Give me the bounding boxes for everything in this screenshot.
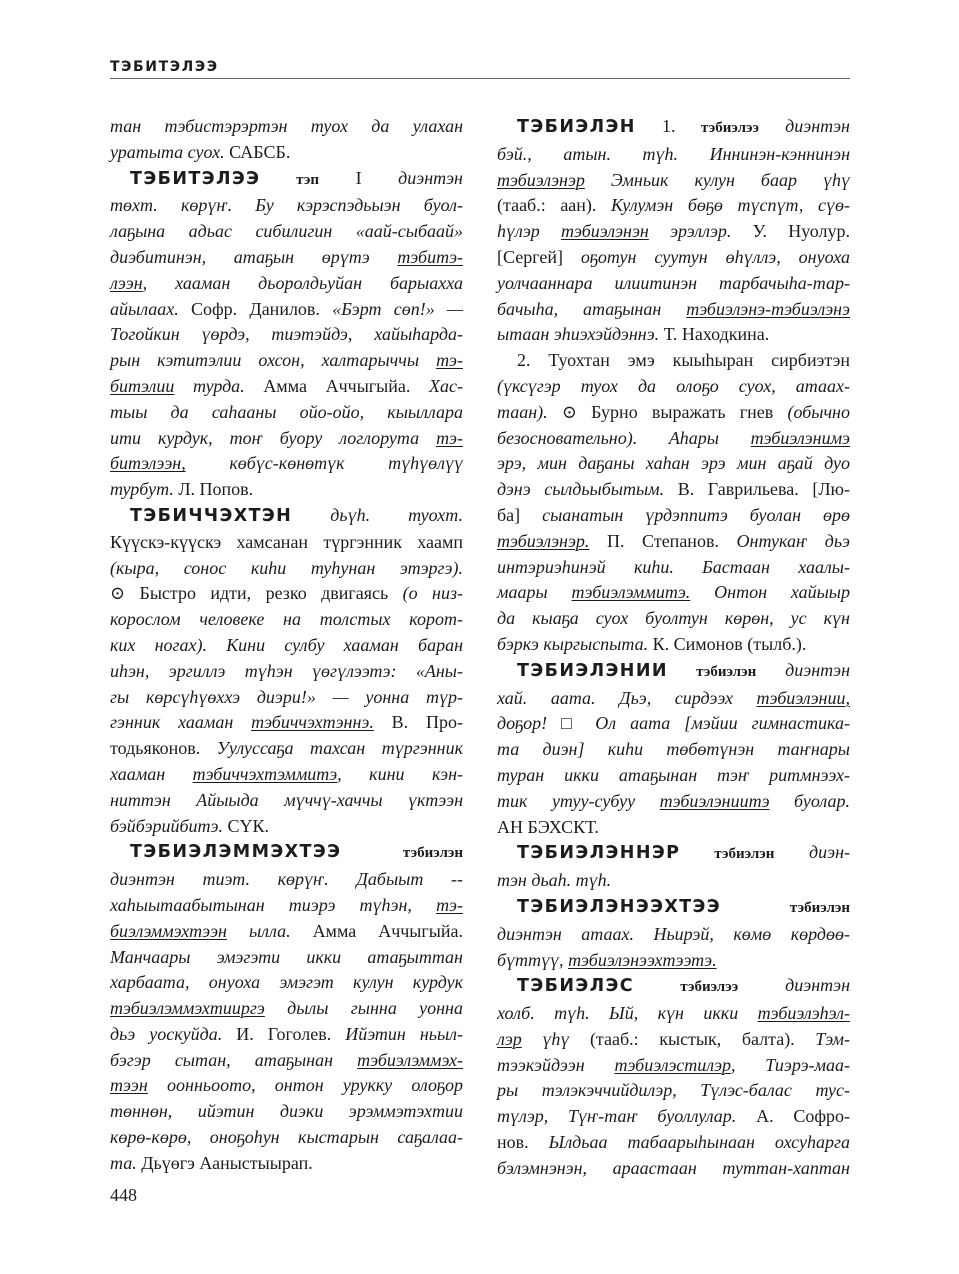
- roman-text: СҮК.: [223, 815, 270, 836]
- header-rule: [110, 78, 850, 79]
- dictionary-line: [110, 893, 463, 919]
- italic-text: хай. аата. Дьэ, сирдээх: [497, 687, 757, 708]
- dictionary-line: [110, 919, 463, 945]
- italic-text: Ийэтин ньыл-: [331, 1023, 464, 1044]
- roman-text: САБСБ.: [224, 141, 291, 162]
- underlined-form: тэбиччэхтэннэ.: [251, 712, 374, 733]
- italic-text: , Тиэрэ-маа-: [731, 1054, 850, 1075]
- grammar-label: тэп: [260, 171, 320, 188]
- underlined-form: тэбиэлэнэр.: [497, 530, 590, 551]
- headword: ТЭБИЧЧЭХТЭН: [130, 505, 293, 526]
- headword: ТЭБИЭЛЭНЭЭХТЭЭ: [517, 896, 722, 917]
- underlined-form: тэбиэлэнэ-тэбиэлэнэ: [686, 298, 850, 319]
- dictionary-line: [110, 607, 463, 633]
- italic-text: дьүһ. туохт.: [292, 504, 463, 525]
- dictionary-line: [497, 245, 850, 271]
- underlined-form: тэбиэлэһэл-: [757, 1003, 850, 1024]
- italic-text: ытаан эһиэхэйдэннэ.: [497, 324, 660, 345]
- dictionary-line: [497, 503, 850, 529]
- italic-text: рын кэтитэлии охсон, халтарыччы: [110, 350, 437, 371]
- italic-text: ры тэлэкэччийдилэр, Түлэс-балас тус-: [497, 1080, 850, 1101]
- italic-text: оонньоото, онтон урукку олоҕор: [147, 1075, 463, 1096]
- underlined-form: битэлээн,: [110, 453, 186, 474]
- italic-text: Хас-: [410, 375, 463, 396]
- italic-text: тээкэйдээн: [497, 1054, 615, 1075]
- underlined-form: тэбитэ-: [397, 246, 463, 267]
- dictionary-line: [497, 1001, 850, 1027]
- underlined-form: тэ-: [436, 350, 463, 371]
- dictionary-line: [497, 1027, 850, 1053]
- italic-text: бэлэмнэнэн, араастаан туттан-хаптан: [497, 1157, 850, 1178]
- roman-text: Амма Аччыгыйа.: [244, 375, 411, 396]
- dictionary-line: [110, 710, 463, 736]
- dictionary-line: [110, 996, 463, 1022]
- dictionary-line: [497, 815, 850, 841]
- roman-text: тодьяконов.: [110, 738, 201, 759]
- roman-text: Дьүөгэ Ааныстыырап.: [136, 1152, 313, 1173]
- running-head: ТЭБИТЭЛЭЭ: [110, 59, 219, 75]
- dictionary-line: [497, 1104, 850, 1130]
- italic-text: турбут.: [110, 479, 174, 500]
- italic-text: төхт. көрүҥ. Бу кэрэспэдьыэн буол-: [110, 195, 463, 216]
- roman-text: В. Гаврильева. [Лю-: [664, 479, 850, 500]
- dictionary-line: [497, 686, 850, 712]
- italic-text: Тэм-: [794, 1028, 850, 1049]
- underlined-form: тэбиэлэнии,: [756, 687, 850, 708]
- italic-text: диэнтэн тиэт. көрүҥ. Дабыыт --: [110, 869, 463, 890]
- italic-text: харбаата, онуоха эмэгэт кулун курдук: [110, 972, 463, 993]
- italic-text: гы көрсүһүөххэ диэри!» — уонна түр-: [110, 686, 463, 707]
- underlined-form: тэбиэлэнэн: [561, 221, 649, 242]
- italic-text: «Бэрт сөп!» —: [319, 298, 463, 319]
- entry-start-line: [497, 348, 850, 374]
- grammar-label: тэбиэлэн: [680, 846, 775, 863]
- dictionary-line: [497, 451, 850, 477]
- dictionary-line: [497, 1053, 850, 1079]
- dictionary-line: [497, 297, 850, 323]
- headword: ТЭБИЭЛЭНИИ: [517, 660, 668, 681]
- roman-text: I: [319, 167, 362, 188]
- underlined-form: тэбиэлэнимэ: [750, 427, 850, 448]
- grammar-label: тэбиэлээ: [675, 120, 759, 136]
- underlined-form: тэбиэлэниитэ: [659, 790, 770, 811]
- roman-text: 1.: [635, 116, 676, 136]
- italic-text: (үксүгэр туох да олоҕо суох, атаах-: [497, 375, 850, 396]
- entry-start-line: [497, 658, 850, 686]
- dictionary-line: [110, 867, 463, 893]
- italic-text: бэй., атын. түһ. Иннинэн-кэннинэн: [497, 143, 850, 164]
- italic-text: бүттүү,: [497, 949, 569, 970]
- dictionary-line: [497, 711, 850, 737]
- dictionary-line: [497, 555, 850, 581]
- dictionary-line: [497, 1130, 850, 1156]
- dictionary-line: [110, 1099, 463, 1125]
- page-number: 448: [110, 1185, 137, 1205]
- grammar-label: тэбиэлээ: [634, 979, 739, 996]
- italic-text: уратыта суох.: [110, 141, 225, 162]
- italic-text: тан тэбистэрэртэн туох да улахан: [110, 116, 463, 136]
- underlined-form: биэлэммэхтээн: [110, 920, 227, 941]
- italic-text: диэн-: [774, 842, 850, 863]
- grammar-label: тэбиэлэн: [341, 845, 463, 862]
- dictionary-line: [497, 322, 850, 348]
- italic-text: бэгэр сытан, атаҕынан: [110, 1049, 358, 1070]
- headword: ТЭБИЭЛЭННЭР: [517, 843, 681, 864]
- italic-text: Онтукаҥ дьэ: [718, 530, 850, 551]
- roman-text: П. Степанов.: [589, 530, 719, 551]
- dictionary-line: [497, 374, 850, 400]
- dictionary-line: [497, 168, 850, 194]
- roman-text: ба]: [497, 504, 543, 525]
- underlined-form: тэ-: [436, 894, 463, 915]
- italic-text: Ол аата [мэйии гимнастика-: [581, 713, 850, 734]
- italic-text: ити курдук, тоҥ буору логлорута: [110, 427, 437, 448]
- italic-text: буолар.: [769, 790, 850, 811]
- italic-text: һүлэр: [497, 221, 562, 242]
- dictionary-line: [110, 322, 463, 348]
- entry-start-line: [110, 503, 463, 530]
- underlined-form: тэ-: [436, 427, 463, 448]
- italic-text: дьэ уоскуйда.: [110, 1023, 223, 1044]
- dictionary-line: [110, 245, 463, 271]
- italic-text: бэркэ кыргыспыта.: [497, 633, 649, 654]
- entry-start-line: [497, 840, 850, 868]
- underlined-form: лээн: [110, 272, 143, 293]
- dictionary-line: [110, 114, 463, 140]
- dictionary-line: [497, 271, 850, 297]
- underlined-form: лэр: [497, 1028, 522, 1049]
- italic-text: Уулуссаҕа тахсан түргэнник: [200, 738, 463, 759]
- dictionary-line: [497, 789, 850, 815]
- italic-text: (кыра, сонос киһи туһунан этэргэ).: [110, 557, 463, 578]
- italic-text: корослом человеке на толстых корот-: [110, 609, 463, 630]
- italic-text: хаһыытаабытынан тиэрэ түһэн,: [110, 894, 437, 915]
- dictionary-line: [497, 948, 850, 974]
- dictionary-line: [110, 1073, 463, 1099]
- roman-text: нов.: [497, 1132, 529, 1153]
- headword: ТЭБИТЭЛЭЭ: [130, 168, 261, 189]
- italic-text: тэн дьаһ. түһ.: [497, 870, 612, 891]
- roman-text: Т. Находкина.: [659, 324, 770, 345]
- roman-text: [Сергей]: [497, 246, 581, 267]
- dictionary-line: [110, 400, 463, 426]
- underlined-form: тэбиэлэммэх-: [357, 1049, 463, 1070]
- dictionary-line: [497, 868, 850, 894]
- italic-text: айылаах.: [110, 298, 179, 319]
- entry-start-line: [110, 166, 463, 194]
- left-column: [110, 114, 463, 1177]
- dictionary-line: [110, 140, 463, 166]
- italic-text: дылы гынна уонна: [264, 998, 463, 1019]
- roman-text: ⊙ Быстро идти, резко двигаясь: [110, 583, 403, 604]
- roman-text: Күүскэ-күүскэ хамсанан түргэнник хаамп: [110, 531, 463, 552]
- italic-text: бэйбэрийбитэ.: [110, 815, 223, 836]
- dictionary-line: [497, 193, 850, 219]
- dictionary-line: [110, 762, 463, 788]
- italic-text: ылла.: [226, 920, 291, 941]
- italic-text: таан).: [497, 401, 548, 422]
- dictionary-line: [497, 1156, 850, 1182]
- italic-text: хааман: [110, 763, 193, 784]
- dictionary-line: [110, 348, 463, 374]
- italic-text: маары: [497, 582, 572, 603]
- grammar-label: тэбиэлэн: [721, 899, 850, 916]
- roman-text: 2. Туохтан эмэ кыыһыран сирбиэтэн: [517, 350, 850, 371]
- underlined-form: битэлии: [110, 375, 175, 396]
- italic-text: , кини кэн-: [337, 763, 463, 784]
- roman-text: В. Про-: [373, 712, 463, 733]
- dictionary-line: [497, 632, 850, 658]
- dictionary-line: [497, 763, 850, 789]
- italic-text: дэнэ сылдьыбытым.: [497, 479, 665, 500]
- italic-text: туран икки атаҕынан тэҥ ритмнээх-: [497, 764, 850, 785]
- roman-text: Софр. Данилов.: [178, 298, 320, 319]
- italic-text: Тогойкин үөрдэ, тиэтэйдэ, хайыһарда-: [110, 324, 463, 345]
- roman-text: АН БЭХСКТ.: [497, 816, 599, 837]
- roman-text: И. Гоголев.: [222, 1023, 332, 1044]
- italic-text: төннөн, ийэтин диэки эрэммэтэхтии: [110, 1101, 463, 1122]
- italic-text: , хааман дьоролдьуйан барыахха: [142, 272, 463, 293]
- roman-text: ⊙ Бурно выражать гнев: [547, 401, 788, 422]
- dictionary-line: [110, 659, 463, 685]
- dictionary-line: [110, 271, 463, 297]
- dictionary-line: [497, 142, 850, 168]
- underlined-form: тэбиччэхтэммитэ: [192, 763, 338, 784]
- dictionary-line: [110, 426, 463, 452]
- dictionary-line: [110, 477, 463, 503]
- roman-text: У. Нуолур.: [731, 221, 850, 242]
- italic-text: диэнтэн: [756, 659, 850, 680]
- entry-start-line: [497, 894, 850, 922]
- underlined-form: тэбиэлэнээхтээтэ.: [568, 949, 717, 970]
- italic-text: ких ногах). Кини сулбу хааман баран: [110, 634, 463, 655]
- roman-text: Амма Аччыгыйа.: [290, 920, 463, 941]
- dictionary-line: [497, 1078, 850, 1104]
- dictionary-line: [110, 633, 463, 659]
- dictionary-line: [110, 556, 463, 582]
- italic-text: гэнник хааман: [110, 712, 252, 733]
- dictionary-line: [110, 945, 463, 971]
- underlined-form: тэбиэлэммитэ.: [571, 582, 691, 603]
- roman-text: К. Симонов (тылб.).: [648, 633, 807, 654]
- dictionary-line: [110, 219, 463, 245]
- entry-start-line: [497, 114, 850, 142]
- italic-text: Ылдьаа табаарыһынаан охсуһарга: [528, 1132, 850, 1153]
- roman-text: А. Софро-: [736, 1106, 850, 1127]
- italic-text: түлэр, Түҥ-таҥ буоллулар.: [497, 1106, 737, 1127]
- dictionary-line: [110, 451, 463, 477]
- dictionary-line: [110, 193, 463, 219]
- dictionary-line: [110, 685, 463, 711]
- italic-text: ниттэн Айыыда мүччү-хаччы үктээн: [110, 789, 463, 810]
- italic-text: безосновательно). Аһары: [497, 427, 751, 448]
- italic-text: оҕотун суутун өһүллэ, онуоха: [580, 246, 850, 267]
- dictionary-line: [110, 814, 463, 840]
- italic-text: да кыаҕа суох буолтун көрөн, ус күн: [497, 608, 850, 629]
- italic-text: интэриэһинэй киһи. Бастаан хаалы-: [497, 556, 850, 577]
- roman-text: □: [561, 713, 582, 734]
- italic-text: Эмньик кулун баар үһү: [584, 169, 850, 190]
- roman-text: Л. Попов.: [173, 479, 254, 500]
- italic-text: диэнтэн атаах. Ньирэй, көмө көрдөө-: [497, 923, 850, 944]
- italic-text: доҕор!: [497, 713, 562, 734]
- dictionary-line: [497, 477, 850, 503]
- italic-text: тик утуу-субуу: [497, 790, 660, 811]
- dictionary-line: [110, 297, 463, 323]
- italic-text: Кулумэн бөҕө түспүт, сүө-: [596, 195, 850, 216]
- italic-text: тыы да саһааны ойо-ойо, кыыллара: [110, 401, 463, 422]
- underlined-form: тэбиэлэнэр: [497, 169, 585, 190]
- dictionary-line: [110, 581, 463, 607]
- dictionary-line: [497, 426, 850, 452]
- dictionary-line: [110, 736, 463, 762]
- roman-text: (тааб.: кыстык, балта).: [589, 1028, 795, 1049]
- italic-text: диэбитинэн, атаҕын өрүтэ: [110, 246, 398, 267]
- dictionary-line: [110, 1151, 463, 1177]
- italic-text: уолчааннара илиитинэн тарбачыһа-тар-: [497, 272, 850, 293]
- italic-text: көрө-көрө, оноҕоһун кыстарын саҕалаа-: [110, 1127, 463, 1148]
- underlined-form: тэбиэлэстилэр: [614, 1054, 732, 1075]
- italic-text: лаҕына адьас сибилигин «аай-сыбаай»: [110, 221, 463, 242]
- italic-text: диэнтэн: [361, 167, 463, 188]
- headword: ТЭБИЭЛЭММЭХТЭЭ: [130, 842, 342, 863]
- right-column: [497, 114, 850, 1182]
- italic-text: (обычно: [787, 401, 850, 422]
- dictionary-line: [497, 580, 850, 606]
- grammar-label: тэбиэлэн: [667, 663, 757, 680]
- italic-text: диэнтэн: [758, 116, 850, 136]
- italic-text: (о низ-: [402, 583, 463, 604]
- dictionary-line: [110, 1125, 463, 1151]
- italic-text: эрэ, мин даҕаны хаһан эрэ мин аҕай дуо: [497, 453, 850, 474]
- entry-start-line: [110, 839, 463, 867]
- italic-text: иһэн, эргиллэ түһэн үөгүлээтэ: «Аны-: [110, 660, 463, 681]
- italic-text: та.: [110, 1152, 137, 1173]
- italic-text: диэнтэн: [738, 975, 850, 996]
- dictionary-line: [110, 1048, 463, 1074]
- entry-start-line: [497, 973, 850, 1001]
- italic-text: бачыһа, атаҕынан: [497, 298, 687, 319]
- dictionary-line: [110, 1022, 463, 1048]
- dictionary-line: [110, 788, 463, 814]
- italic-text: үһү: [521, 1028, 590, 1049]
- dictionary-line: [497, 219, 850, 245]
- italic-text: сыанатын үрдэппитэ буолан өрө: [542, 504, 850, 525]
- dictionary-line: [110, 530, 463, 556]
- roman-text: (тааб.: аан).: [497, 195, 597, 216]
- italic-text: холб. түһ. Ый, күн икки: [497, 1003, 758, 1024]
- italic-text: Онтон хайыыр: [690, 582, 850, 603]
- dictionary-line: [497, 400, 850, 426]
- dictionary-line: [497, 529, 850, 555]
- headword: ТЭБИЭЛЭН: [517, 117, 636, 137]
- dictionary-line: [497, 922, 850, 948]
- italic-text: та диэн] киһи төбөтүнэн таҥнары: [497, 739, 850, 760]
- italic-text: эрэллэр.: [648, 221, 732, 242]
- italic-text: Манчаары эмэгэти икки атаҕыттан: [110, 946, 463, 967]
- dictionary-line: [497, 737, 850, 763]
- underlined-form: тэбиэлэммэхтииргэ: [110, 998, 265, 1019]
- dictionary-line: [110, 374, 463, 400]
- italic-text: көбүс-көнөтүк түһүөлүү: [185, 453, 463, 474]
- dictionary-line: [497, 606, 850, 632]
- italic-text: турда.: [174, 375, 245, 396]
- underlined-form: тээн: [110, 1075, 148, 1096]
- dictionary-line: [110, 970, 463, 996]
- headword: ТЭБИЭЛЭС: [517, 976, 635, 997]
